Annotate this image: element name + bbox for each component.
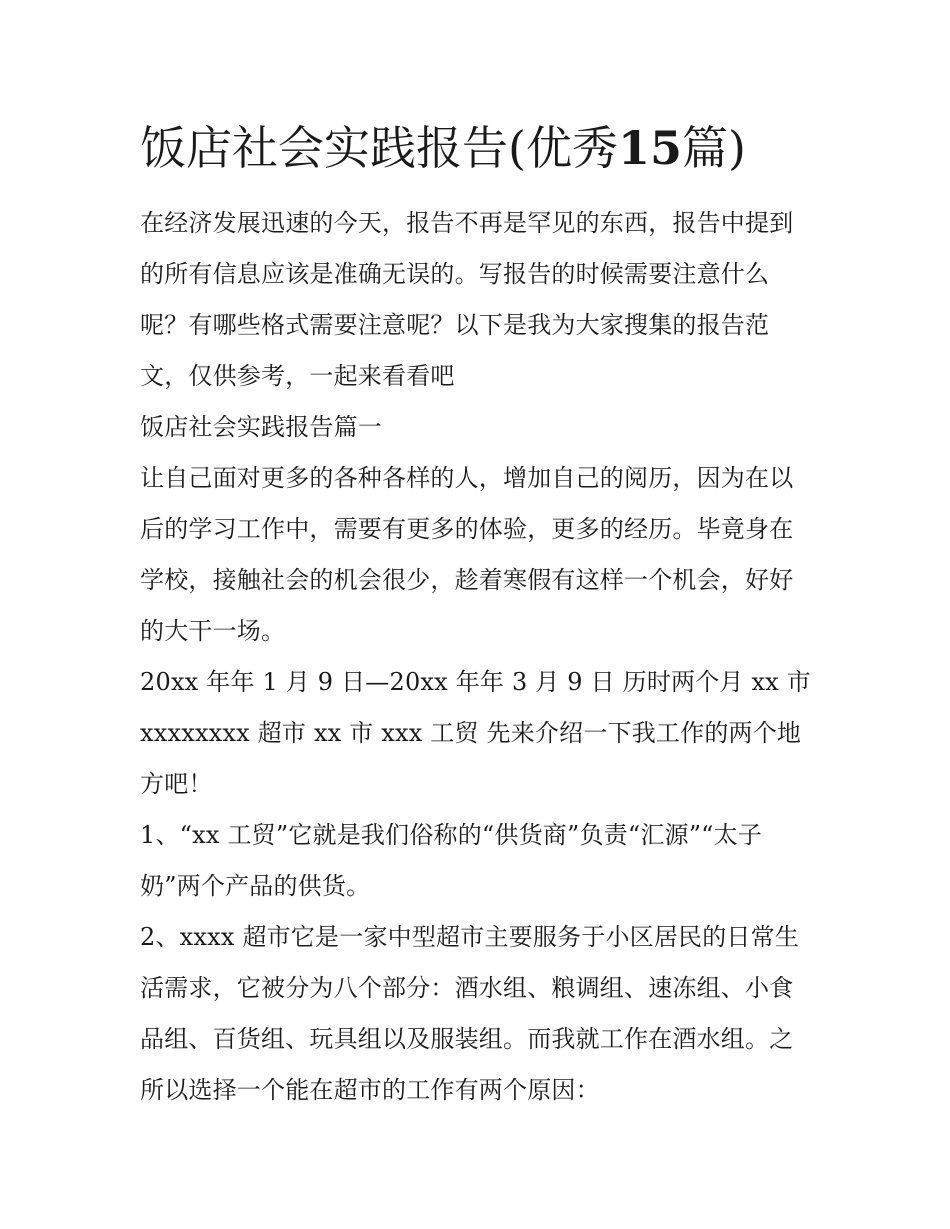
body-paragraph: 20xx 年年 1 月 9 日—20xx 年年 3 月 9 日 历时两个月 xx 市 xxxxxxxx 超市 xx 市 xxx 工贸 先来介绍一下我工作的两个地方吧！	[140, 668, 819, 798]
section-heading: 饭店社会实践报告篇一	[140, 413, 382, 441]
title-prefix: 饭店社会实践报告(优秀	[140, 121, 618, 175]
body-paragraph: 让自己面对更多的各种各样的人，增加自己的阅历，因为在以后的学习工作中，需要有更多的体验，更多的经历。毕竟身在学校，接触社会的机会很少，趁着寒假有这样一个机会，好好的大干一场。	[140, 464, 794, 645]
list-item: 2、xxxx 超市它是一家中型超市主要服务于小区居民的日常生活需求，它被分为八个部分：酒水组、粮调组、速冻组、小食品组、百货组、玩具组以及服装组。而我就工作在酒水组。之所以选择一个能在超市的工作有两个原因：	[140, 923, 800, 1104]
intro-paragraph: 在经济发展迅速的今天，报告不再是罕见的东西，报告中提到的所有信息应该是准确无误的。写报告的时候需要注意什么呢？有哪些格式需要注意呢？以下是我为大家搜集的报告范文，仅供参考，一起来看看吧	[140, 209, 794, 390]
document-title	[140, 112, 815, 184]
title-number: 15	[617, 121, 682, 175]
list-item: 1、“xx 工贸”它就是我们俗称的“供货商”负责“汇源”“太子奶”两个产品的供货。	[140, 821, 763, 900]
title-suffix: 篇)	[681, 121, 746, 175]
document-body	[140, 112, 819, 1116]
